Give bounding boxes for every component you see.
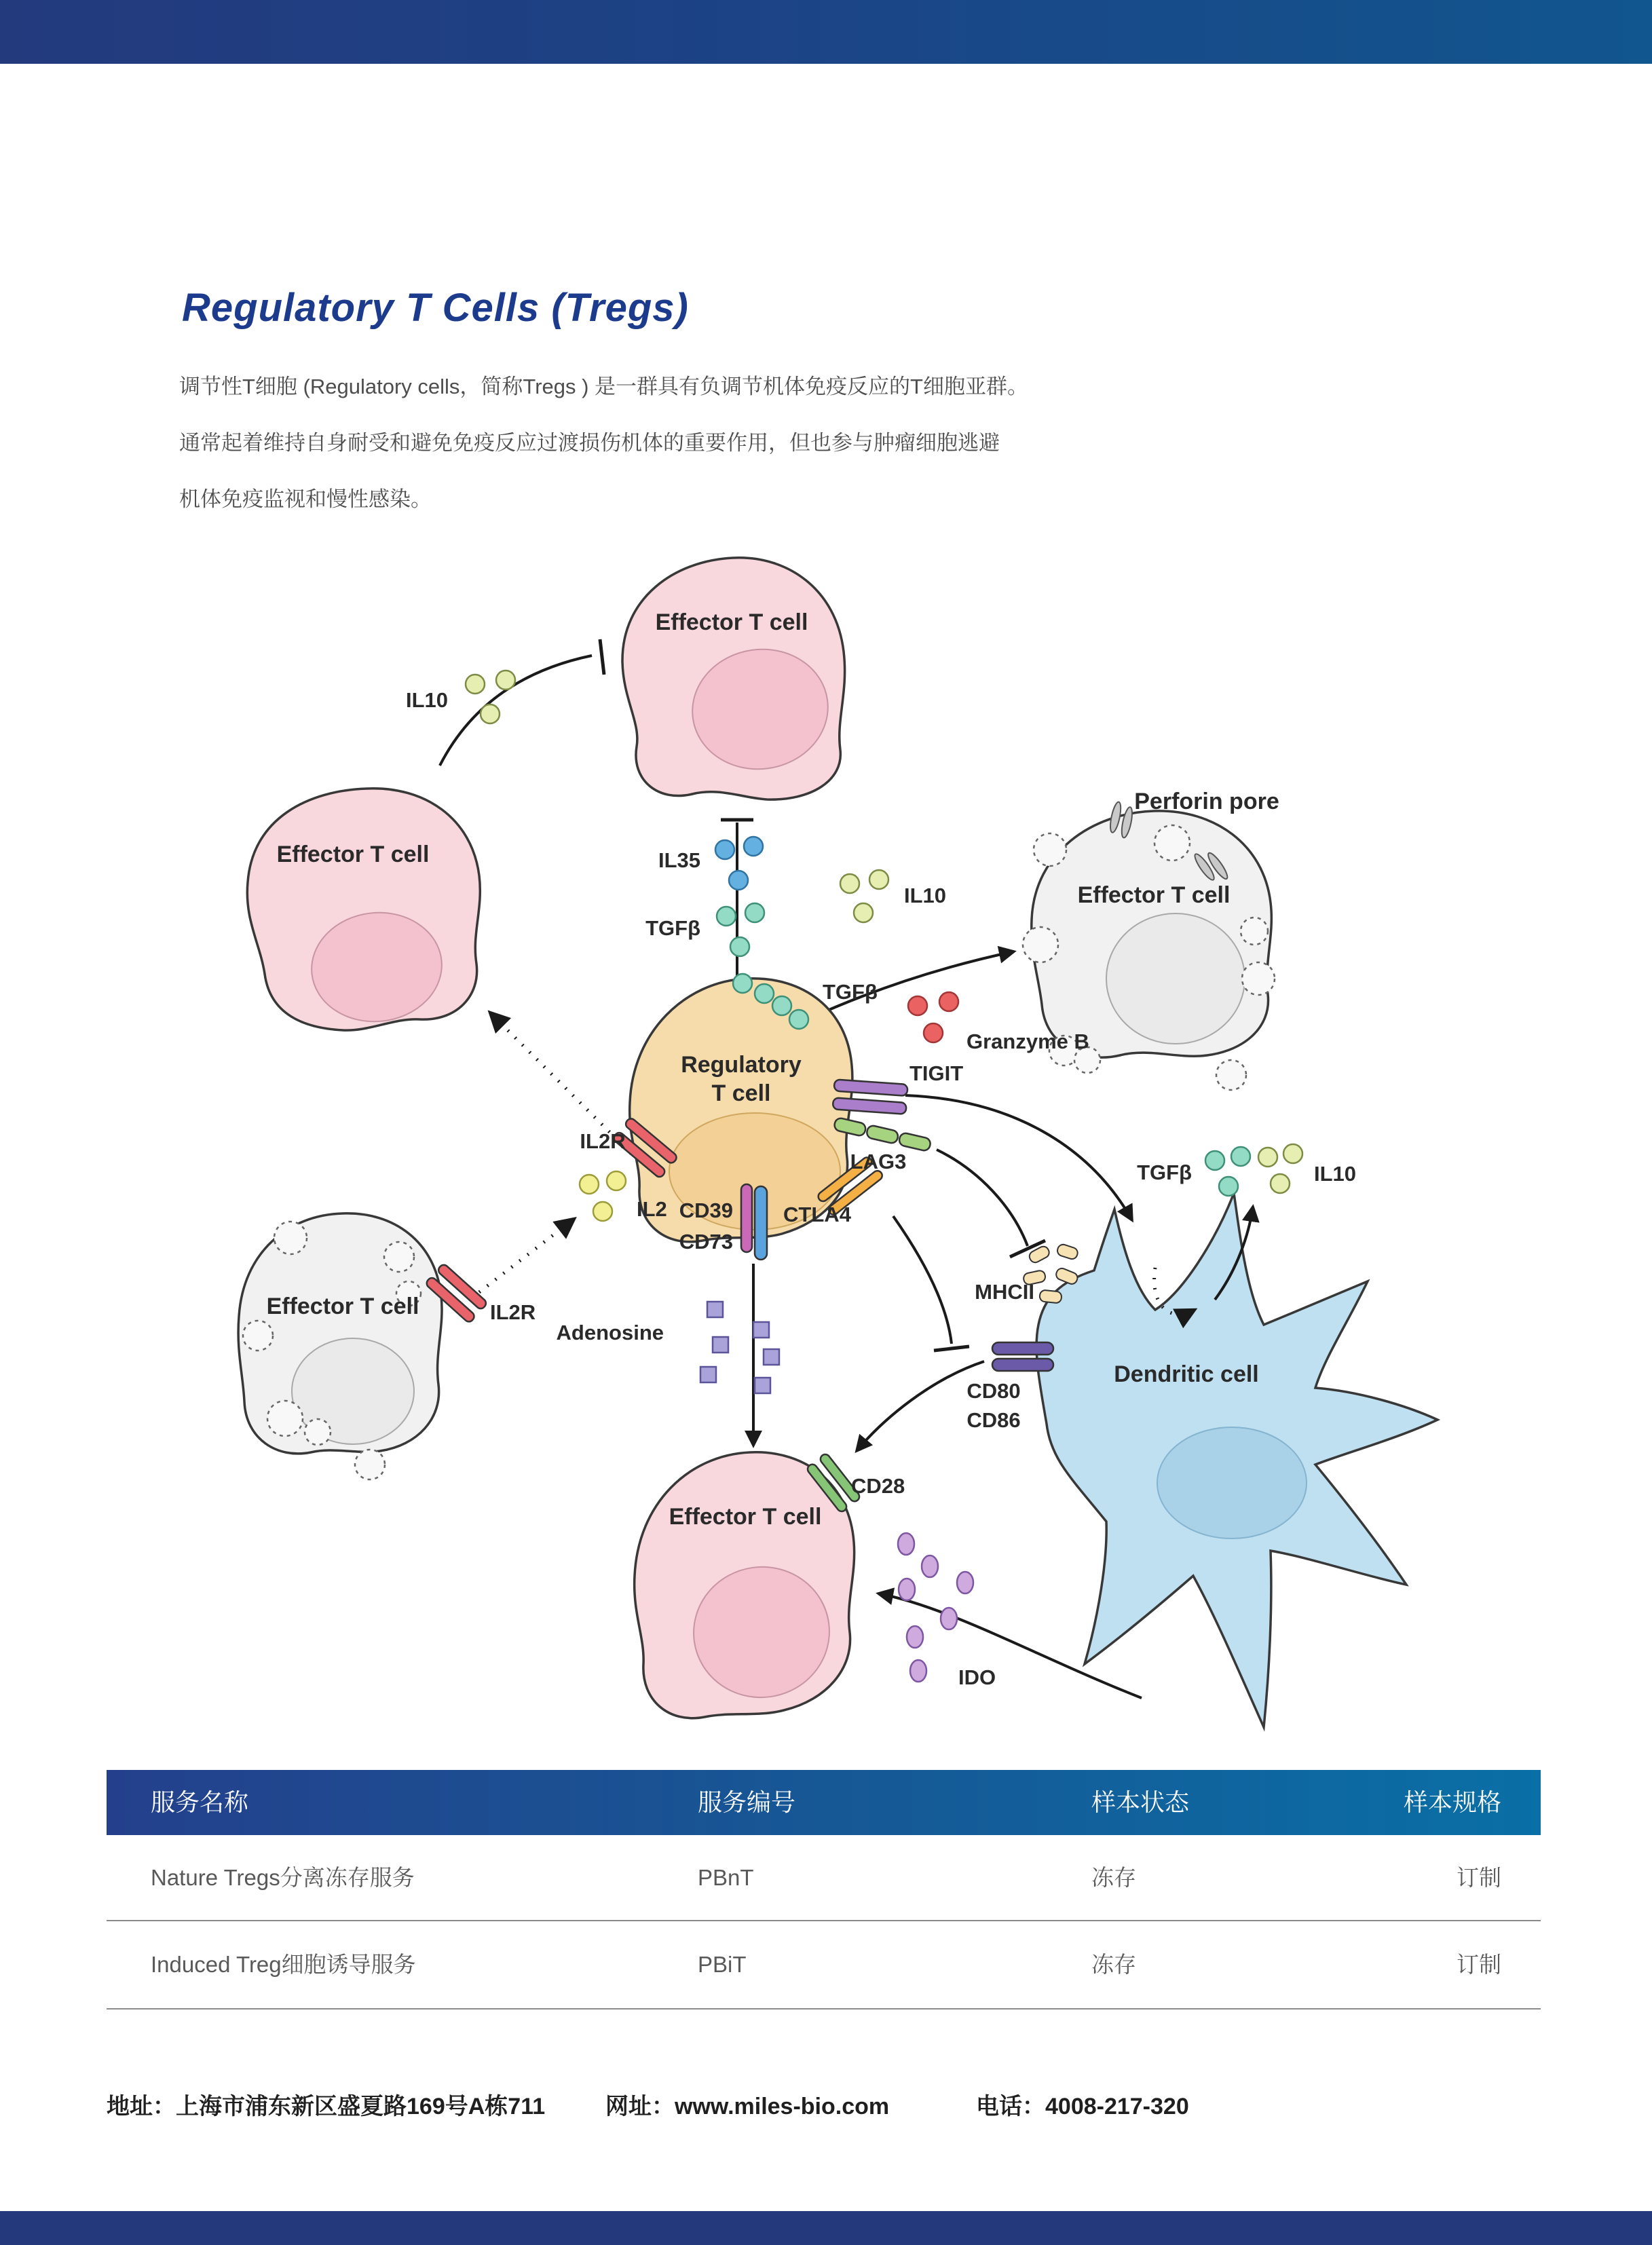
paragraph-line: 通常起着维持自身耐受和避免免疫反应过渡损伤机体的重要作用，但也参与肿瘤细胞逃避: [179, 431, 1000, 455]
cd39-label: CD39: [679, 1199, 733, 1222]
cd28-label: CD28: [851, 1474, 905, 1498]
vesicle: [1154, 825, 1190, 861]
cd39-cd73-receptor: [741, 1184, 767, 1260]
dashed-arrow-il2: [479, 1219, 574, 1292]
cell-label: Effector T cell: [655, 609, 808, 635]
il10-dc-label: IL10: [1314, 1162, 1357, 1186]
intro-paragraph: [179, 358, 1374, 527]
table-header-row: [107, 1770, 1541, 1835]
tigit-label: TIGIT: [909, 1061, 964, 1085]
inhibit-arc-lag3: [937, 1150, 1028, 1246]
inhibit-bar: [600, 639, 604, 675]
cd86-label: CD86: [966, 1408, 1021, 1432]
il10-label: IL10: [904, 884, 947, 907]
vesicle: [243, 1321, 273, 1351]
vesicle: [355, 1450, 385, 1479]
paragraph-line: 机体免疫监视和慢性感染。: [179, 487, 432, 511]
adenosine-label: Adenosine: [556, 1321, 664, 1344]
dendritic-cell: [1036, 1193, 1438, 1727]
lag3-label: LAG3: [850, 1150, 907, 1173]
il2r-label: IL2R: [490, 1300, 536, 1324]
service-code: PBnT: [698, 1865, 754, 1890]
cell-label: T cell: [711, 1080, 771, 1106]
vesicle: [1216, 1060, 1246, 1090]
tgfb-dc-label: TGFβ: [1137, 1161, 1192, 1184]
vesicle: [1034, 833, 1066, 866]
tgfb-membrane-label: TGFβ: [823, 980, 878, 1004]
column-header: 服务编号: [698, 1788, 796, 1816]
lag3-receptor: [833, 1117, 932, 1152]
vesicle: [1242, 962, 1275, 995]
column-header: 样本规格: [1403, 1788, 1501, 1816]
arrow-tigit-dc: [905, 1095, 1132, 1220]
footer-website: 网址：www.miles-bio.com: [605, 2094, 890, 2119]
tgfb-molecules-mid: [717, 903, 764, 956]
service-name: Nature Tregs分离冻存服务: [151, 1865, 415, 1890]
il2-molecules: [580, 1171, 626, 1221]
il2-label: IL2: [637, 1197, 667, 1221]
sample-spec: 订制: [1457, 1865, 1501, 1890]
il2r-label: IL2R: [580, 1129, 626, 1153]
effector-t-cell-bottom-left: [238, 1213, 442, 1479]
vesicle: [1023, 927, 1058, 962]
perforin-pore-label: Perforin pore: [1134, 789, 1279, 814]
il10-molecules-mid: [840, 870, 888, 922]
top-banner-bar: [0, 0, 1652, 64]
ido-label: IDO: [958, 1665, 996, 1689]
vesicle: [274, 1222, 307, 1254]
vesicle: [305, 1419, 331, 1445]
cd73-label: CD73: [679, 1230, 733, 1253]
inhibit-arc-il10: [440, 656, 592, 766]
treg-pathway-diagram: [204, 523, 1466, 1737]
arrow-cd28: [857, 1361, 984, 1451]
cd80-label: CD80: [966, 1379, 1021, 1403]
cell-label: Effector T cell: [1077, 882, 1231, 908]
page-title: Regulatory T Cells (Tregs): [182, 286, 689, 330]
vesicle: [267, 1401, 303, 1436]
inhibit-arc-ctla4: [893, 1216, 952, 1344]
table-row: [107, 1921, 1541, 2010]
cell-label: Effector T cell: [669, 1504, 822, 1530]
tgfb-molecules-dc: [1205, 1147, 1250, 1196]
il35-label: IL35: [658, 848, 700, 872]
footer-address: 地址：上海市浦东新区盛夏路169号A栋711: [107, 2094, 546, 2119]
vesicle: [1241, 918, 1268, 945]
table-row: [107, 1835, 1541, 1921]
ctla4-label: CTLA4: [783, 1203, 851, 1226]
sample-state: 冻存: [1091, 1952, 1136, 1977]
il35-molecules: [715, 837, 763, 890]
nucleus: [1106, 913, 1245, 1044]
cell-label: Effector T cell: [266, 1294, 419, 1319]
inhibit-bar: [934, 1346, 969, 1351]
il10-molecules-top: [466, 671, 515, 723]
effector-t-cell-bottom: [635, 1452, 855, 1718]
column-header: 样本状态: [1091, 1788, 1190, 1816]
column-header: 服务名称: [151, 1788, 249, 1816]
bottom-banner-bar: [0, 2211, 1652, 2245]
granzyme-b-molecules: [908, 992, 958, 1042]
sample-state: 冻存: [1091, 1865, 1136, 1890]
effector-t-cell-top: [622, 558, 845, 799]
granzyme-b-label: Granzyme B: [966, 1030, 1089, 1053]
mhcii-label: MHCII: [975, 1280, 1034, 1304]
vesicle: [384, 1242, 414, 1272]
nucleus: [1157, 1427, 1307, 1539]
cell-label: Effector T cell: [276, 842, 430, 867]
sample-spec: 订制: [1457, 1952, 1501, 1977]
service-name: Induced Treg细胞诱导服务: [151, 1952, 416, 1977]
tgfb-label: TGFβ: [645, 916, 700, 940]
effector-t-cell-left: [247, 789, 480, 1030]
adenosine-molecules: [700, 1302, 779, 1393]
cell-label: Regulatory: [681, 1052, 802, 1078]
paragraph-line: 调节性T细胞 (Regulatory cells，简称Tregs ) 是一群具有负调节机体免疫反应的T细胞亚群。: [179, 375, 1028, 398]
footer-phone: 电话：4008-217-320: [976, 2094, 1189, 2119]
ido-molecules: [898, 1533, 973, 1682]
il10-label: IL10: [405, 688, 448, 712]
il10-molecules-dc: [1258, 1144, 1302, 1193]
cell-label: Dendritic cell: [1114, 1361, 1259, 1387]
service-code: PBiT: [698, 1952, 747, 1977]
